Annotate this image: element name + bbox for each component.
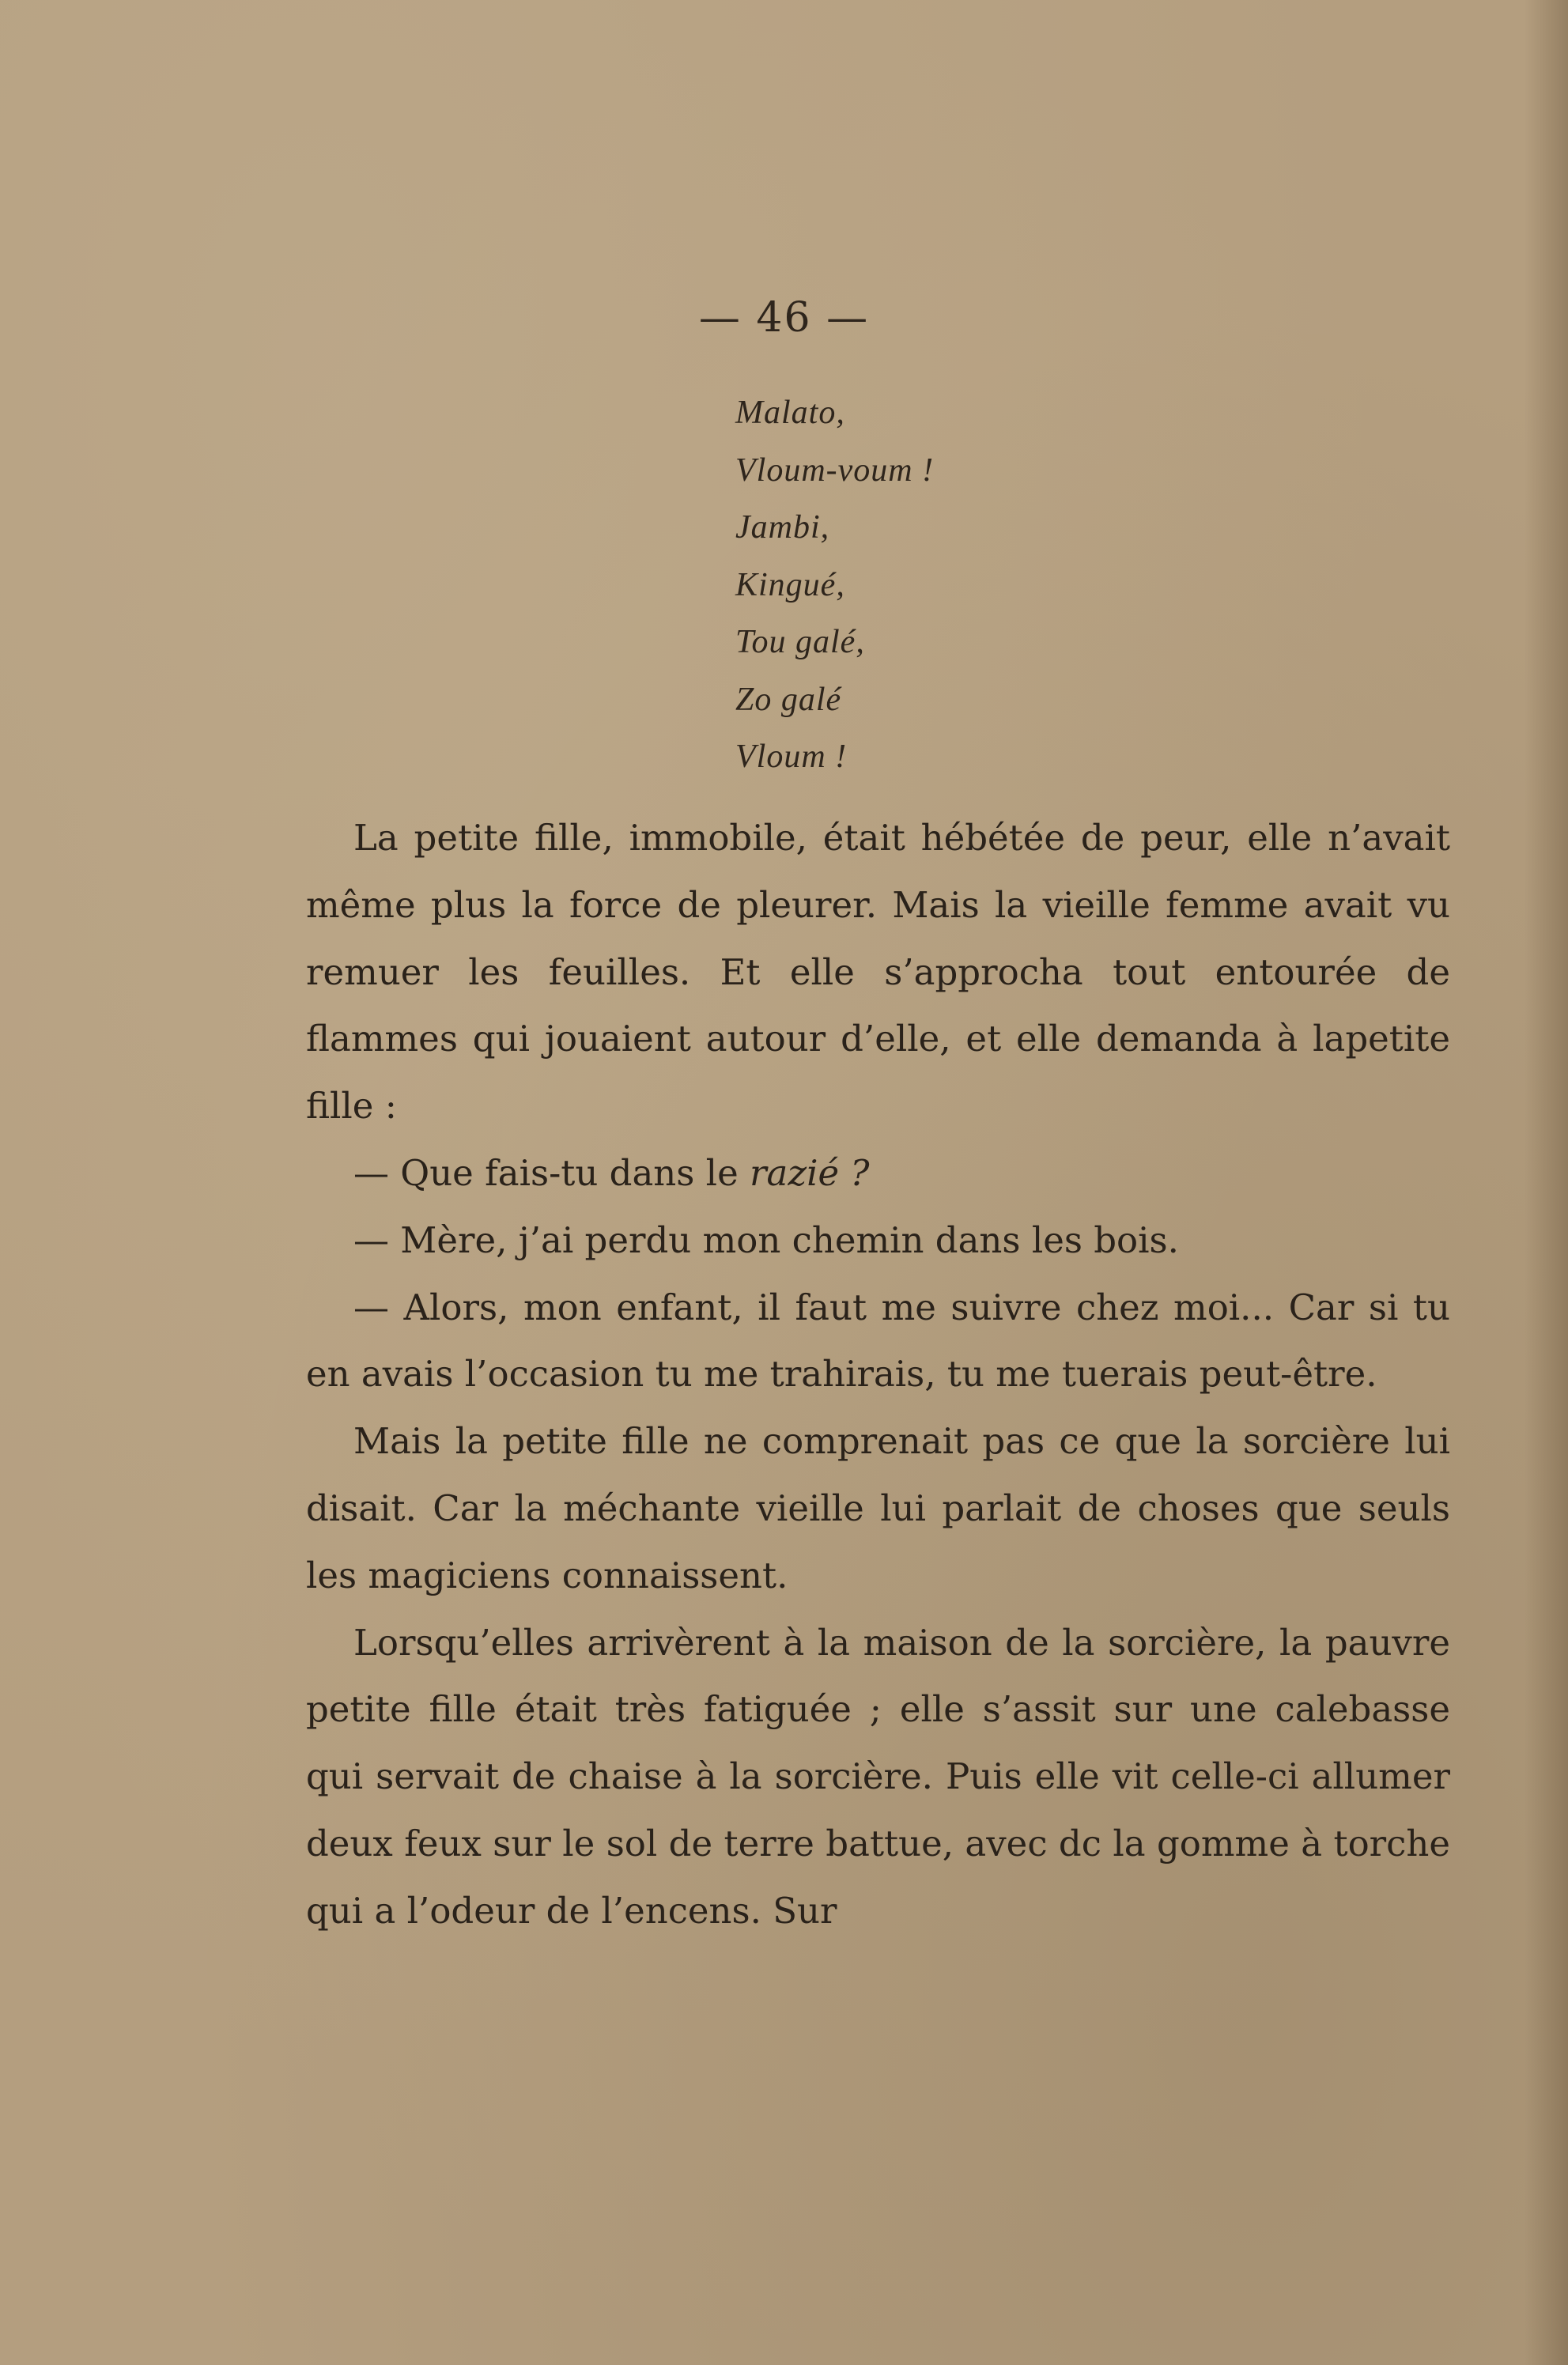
dialogue-paragraph: — Alors, mon enfant, il faut me suivre chez moi... Car si tu en avais l’occasion tu me trahirais, tu me tuerais peut-être. [306,1286,1450,1396]
paragraph: Mais la petite fille ne comprenait pas ce que la sorcière lui disait. Car la méchante vieille lui parlait de choses que seuls les magiciens connaissent. [306,1420,1450,1596]
dialogue-paragraph [306,1140,1450,1207]
verse-line: Kingué, [735,566,845,603]
verse-line: Vloum-voum ! [735,451,935,489]
verse-line: Tou galé, [735,624,865,660]
page-number: — 46 — [698,294,870,342]
verse-line: Vloum ! [735,739,848,775]
verse-line: Jambi, [735,509,830,546]
dialogue-paragraph: — Mère, j’ai perdu mon chemin dans les bois. [353,1218,1179,1261]
paragraph: Lorsqu’elles arrivèrent à la maison de la sorcière, la pauvre petite fille était très fatiguée ; elle s’assit sur une calebasse qui servait de chaise à la sorcière. Puis elle vit celle-ci allumer deux feux sur le sol de terre battue, avec dc la gomme à torche qui a l’odeur de l’encens. Sur [306,1621,1450,1932]
verse-line: Zo galé [735,681,842,718]
verse-block [735,384,1067,786]
body-text [306,805,1450,1945]
dialogue-line: — Que fais-tu dans le [353,1151,739,1194]
page-edge-shadow [1525,0,1568,2365]
verse-line: Malato, [735,395,845,431]
italic-word: razié ? [750,1151,870,1194]
paragraph: La petite fille, immobile, était hébétée de peur, elle n’avait même plus la force de pleurer. Mais la vieille femme avait vu remuer les feuilles. Et elle s’approcha tout entourée de flammes qui jouaient autour d’elle, et elle demanda à lapetite fille : [306,817,1450,1128]
